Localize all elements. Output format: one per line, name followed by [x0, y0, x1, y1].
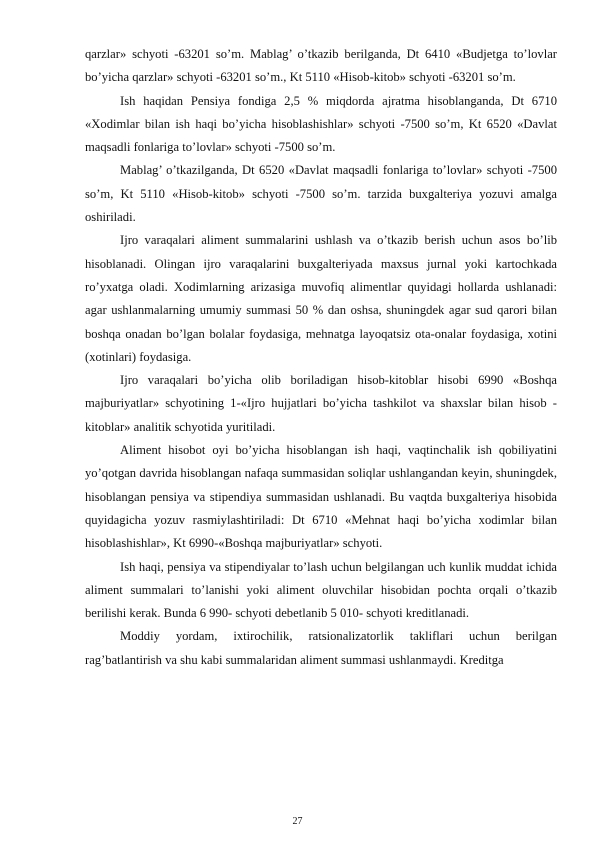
- paragraph: Mablag’ o’tkazilganda, Dt 6520 «Davlat maqsadli fonlariga to’lovlar» schyoti -7500 so’m, Kt 5110 «Hisob-kitob» schyoti -7500 so’m. tarzida buxgalteriya yozuvi amalga oshiriladi.: [85, 163, 557, 225]
- paragraph: qarzlar» schyoti -63201 so’m. Mablag’ o’tkazib berilganda, Dt 6410 «Budjetga to’lovlar bo’yicha qarzlar» schyoti -63201 so’m., Kt 5110 «Hisob-kitob» schyoti -63201 so’m.: [85, 47, 557, 85]
- paragraph: Ijro varaqalari bo’yicha olib boriladigan hisob-kitoblar hisobi 6990 «Boshqa majburiyatlar» schyotining 1-«Ijro hujjatlari bo’yicha tashkilot va shaxslar bilan hisob - kitoblar» analitik schyotida yuritiladi.: [85, 373, 557, 434]
- paragraph: Aliment hisobot oyi bo’yicha hisoblangan ish haqi, vaqtinchalik ish qobiliyatini yo’qotgan davrida hisoblangan nafaqa summasidan soliqlar ushlangandan keyin, shuningdek, hisoblangan pensiya va stipendiya summasidan ushlanadi. Bu vaqtda buxgalteriya hisobida quyidagicha yozuv rasmiylashtiriladi: Dt 6710 «Mehnat haqi bo’yicha xodimlar bilan hisoblashishlar», Kt 6990-«Boshqa majburiyatlar» schyoti.: [85, 443, 557, 551]
- paragraph: Ish haqi, pensiya va stipendiyalar to’lash uchun belgilangan uch kunlik muddat ichida aliment summalari to’lanishi yoki aliment oluvchilar hisobidan pochta orqali o’tkazib berilishi kerak. Bunda 6 990- schyoti debetlanib 5 010- schyoti kreditlanadi.: [85, 559, 557, 621]
- paragraph: Ish haqidan Pensiya fondiga 2,5 % miqdorda ajratma hisoblanganda, Dt 6710 «Xodimlar bilan ish haqi bo’yicha hisoblashishlar» schyoti -7500 so’m, Kt 6520 «Davlat maqsadli fonlariga to’lovlar» schyoti -7500 so’m.: [85, 93, 557, 155]
- document-page: [85, 43, 557, 672]
- page-number: 27: [292, 816, 303, 827]
- paragraph: Moddiy yordam, ixtirochilik, ratsionalizatorlik takliflari uchun berilgan rag’batlantirish va shu kabi summalaridan aliment summasi ushlanmaydi. Kreditga: [85, 629, 557, 667]
- paragraph: Ijro varaqalari aliment summalarini ushlash va o’tkazib berish uchun asos bo’lib hisoblanadi. Olingan ijro varaqalarini buxgalteriyada maxsus jurnal yoki kartochkada ro’yxatga oladi. Xodimlarning arizasiga muvofiq alimentlar quyidagi hollarda ushlanadi: agar ushlanmalarning umumiy summasi 50 % dan oshsa, shuningdek agar sud qarori bilan boshqa onadan bo’lgan bolalar foydasiga, mehnatga layoqatsiz ota-onalar foydasiga, xotini (xotinlari) foydasiga.: [85, 233, 557, 364]
